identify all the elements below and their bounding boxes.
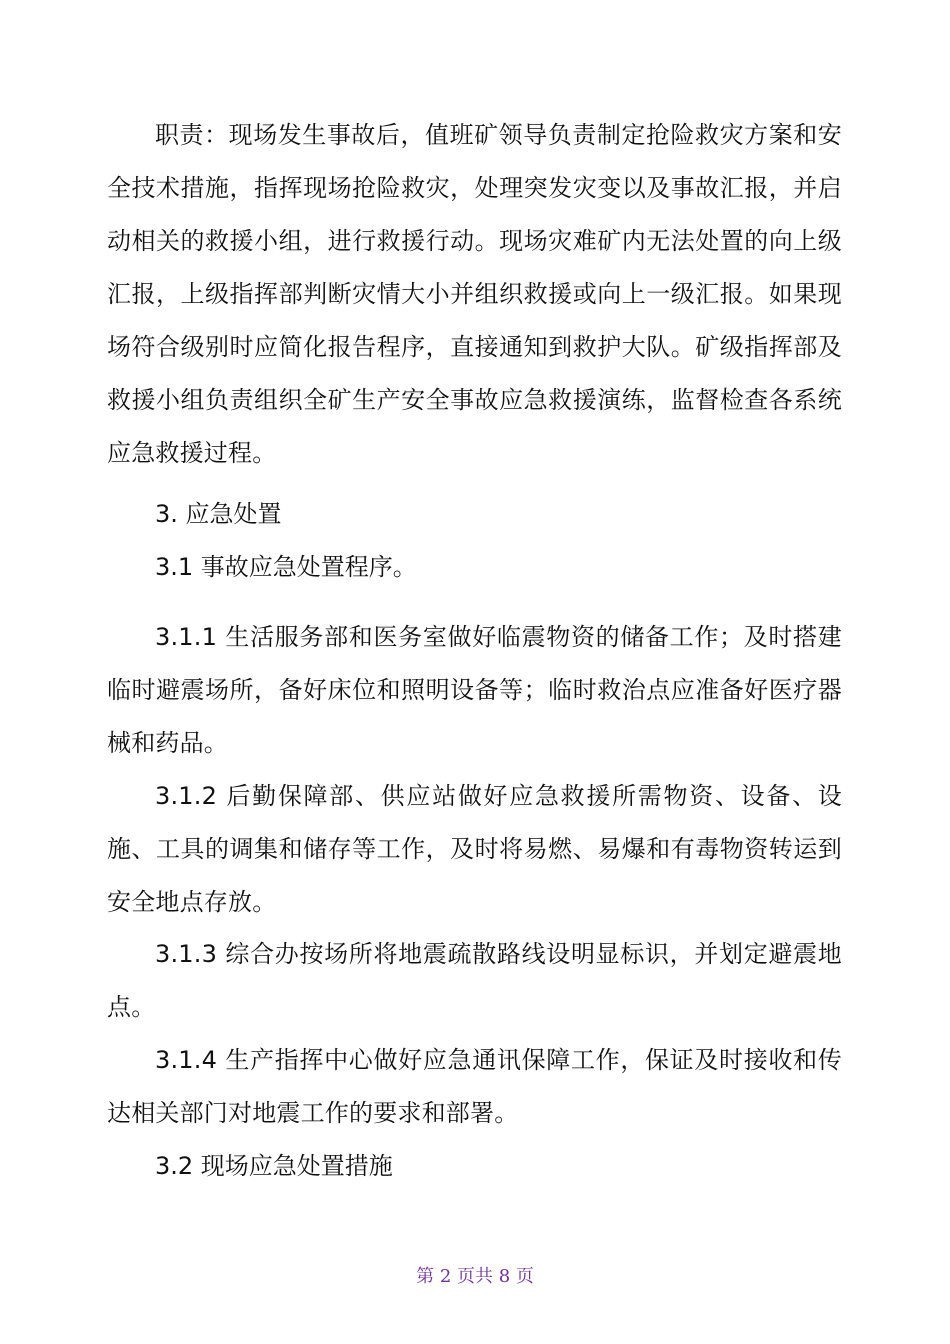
paragraph-3-1-3: 3.1.3 综合办按场所将地震疏散路线设明显标识，并划定避震地点。 [107,940,842,1021]
paragraph-3-1-1: 3.1.1 生活服务部和医务室做好临震物资的储备工作；及时搭建临时避震场所，备好床位和照明设备等；临时救治点应准备好医疗器械和药品。 [107,623,842,757]
paragraph-3-1-2: 3.1.2 后勤保障部、供应站做好应急救援所需物资、设备、设施、工具的调集和储存等工作，及时将易燃、易爆和有毒物资转运到安全地点存放。 [107,782,842,916]
paragraph-3-1-4: 3.1.4 生产指挥中心做好应急通讯保障工作，保证及时接收和传达相关部门对地震工作的要求和部署。 [107,1046,842,1127]
section-heading-3-1: 3.1 事故应急处置程序。 [155,553,417,581]
responsibility-paragraph: 职责：现场发生事故后，值班矿领导负责制定抢险救灾方案和安全技术措施，指挥现场抢险救灾，处理突发灾变以及事故汇报，并启动相关的救援小组，进行救援行动。现场灾难矿内无法处置的向上级汇报，上级指挥部判断灾情大小并组织救援或向上一级汇报。如果现场符合级别时应简化报告程序，直接通知到救护大队。矿级指挥部及救援小组负责组织全矿生产安全事故应急救援演练，监督检查各系统应急救援过程。 [107,121,842,467]
section-heading-3-2: 3.2 现场应急处置措施 [155,1152,393,1180]
section-heading-3: 3. 应急处置 [155,500,282,528]
page-number-footer: 第 2 页共 8 页 [416,1266,534,1287]
